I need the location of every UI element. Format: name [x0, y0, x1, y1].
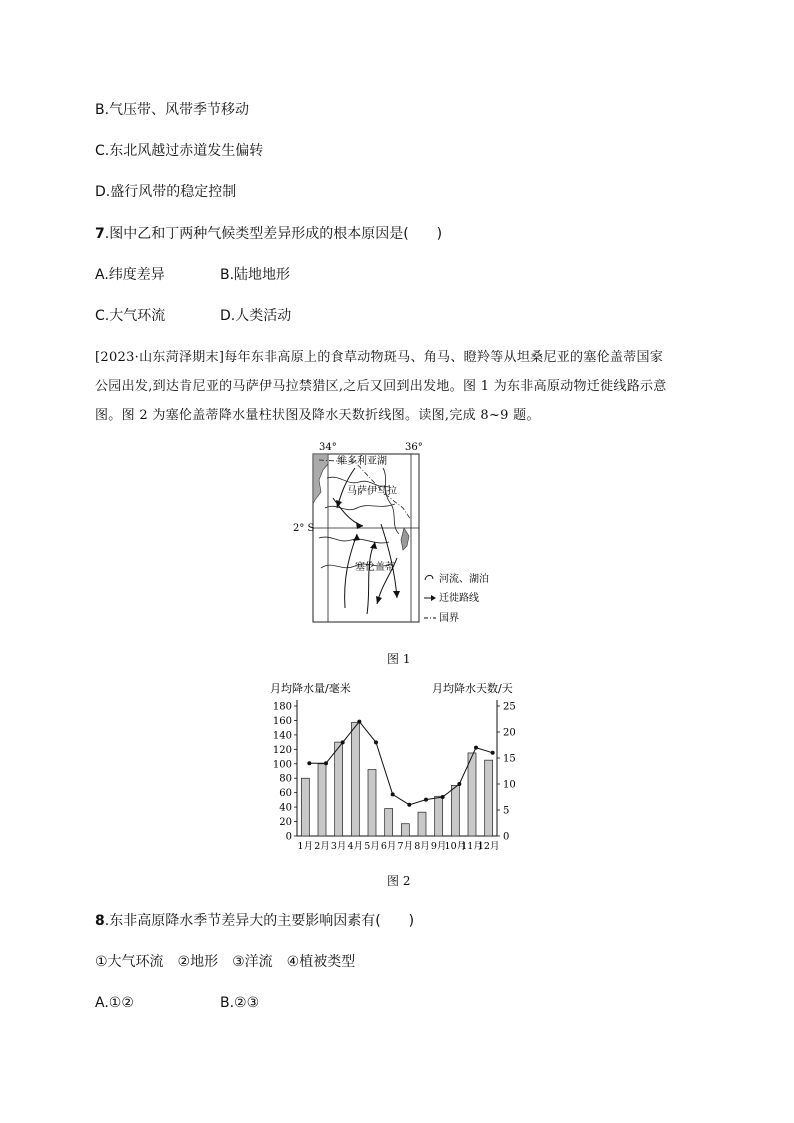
- legend-border-label: 国界: [439, 613, 459, 624]
- y-left-tick-label: 60: [279, 788, 292, 800]
- y-right-tick-label: 10: [503, 779, 516, 791]
- y-left-tick-label: 140: [272, 730, 292, 742]
- material-line-1: [2023·山东菏泽期末]每年东非高原上的食草动物斑马、角马、瞪羚等从坦桑尼亚的塞伦盖蒂国家: [95, 350, 664, 365]
- rain-days-point-2月: [324, 761, 328, 765]
- bar-3月: [335, 742, 343, 836]
- bar-12月: [485, 760, 493, 836]
- route-5-arrow: [376, 596, 382, 604]
- rain-days-point-6月: [391, 792, 395, 796]
- river-5: [383, 468, 399, 534]
- y-right-axis-title: 月均降水天数/天: [432, 682, 513, 695]
- route-3-arrow: [393, 591, 400, 598]
- x-tick-label: 1月: [297, 841, 314, 852]
- river-2: [325, 504, 395, 510]
- bar-7月: [401, 824, 409, 836]
- route-1-arrow: [353, 534, 360, 541]
- legend-route-arrow-icon: [431, 595, 436, 601]
- bar-2月: [318, 764, 326, 836]
- rain-days-point-3月: [341, 740, 345, 744]
- y-right-tick-label: 0: [503, 831, 510, 843]
- y-left-tick-label: 80: [279, 773, 292, 785]
- y-left-axis-title: 月均降水量/毫米: [270, 682, 351, 695]
- figure-2-caption: 图 2: [387, 874, 411, 888]
- x-tick-label: 3月: [330, 841, 347, 852]
- legend-route-label: 迁徙路线: [439, 593, 479, 604]
- bar-10月: [451, 785, 459, 836]
- route-2-arrow: [370, 542, 377, 549]
- option-q7-c: C.大气环流: [95, 308, 166, 324]
- bar-4月: [351, 723, 359, 836]
- x-tick-label: 6月: [380, 841, 397, 852]
- x-tick-label: 11月: [461, 841, 483, 852]
- bar-5月: [368, 770, 376, 836]
- legend-river-label: 河流、湖泊: [439, 574, 489, 585]
- rain-days-point-5月: [374, 740, 378, 744]
- route-2: [367, 542, 375, 614]
- y-right-tick-label: 25: [503, 701, 516, 713]
- y-left-tick-label: 100: [272, 759, 292, 771]
- migration-map: [285, 438, 525, 628]
- y-left-tick-label: 20: [279, 817, 292, 829]
- question-7-stem: [95, 225, 442, 243]
- lake-label: 维多利亚湖: [337, 456, 387, 467]
- place-serengeti: 塞伦盖蒂: [355, 562, 395, 573]
- lon-36-label: 36°: [405, 442, 423, 453]
- lake-victoria-shape: [313, 454, 328, 504]
- question-8-stem: [95, 912, 414, 930]
- x-tick-label: 9月: [430, 841, 447, 852]
- bar-1月: [301, 778, 309, 836]
- question-8-choices: ①大气环流 ②地形 ③洋流 ④植被类型: [95, 954, 356, 970]
- bar-11月: [468, 753, 476, 836]
- rainfall-chart: [260, 678, 530, 860]
- rain-days-point-11月: [474, 746, 478, 750]
- y-left-tick-label: 120: [272, 744, 292, 756]
- lake-small-shape: [401, 528, 409, 550]
- option-q6-d: D.盛行风带的稳定控制: [95, 184, 237, 200]
- place-masai-mara: 马萨伊马拉: [347, 486, 397, 497]
- rain-days-point-4月: [357, 720, 361, 724]
- bar-6月: [385, 809, 393, 836]
- rain-days-point-7月: [407, 803, 411, 807]
- x-tick-label: 10月: [444, 841, 467, 852]
- option-q6-c: C.东北风越过赤道发生偏转: [95, 143, 264, 159]
- material-line-2: 公园出发,到达肯尼亚的马萨伊马拉禁猎区,之后又回到出发地。图 1 为东非高原动物迁徙线路示意: [95, 379, 667, 394]
- x-tick-label: 12月: [477, 841, 500, 852]
- y-left-tick-label: 160: [272, 715, 292, 727]
- option-q6-b: B.气压带、风带季节移动: [95, 102, 250, 118]
- option-q7-b: B.陆地地形: [220, 267, 291, 283]
- x-tick-label: 5月: [364, 841, 380, 852]
- x-tick-label: 2月: [314, 841, 330, 852]
- material-paragraph: [95, 343, 710, 430]
- option-q7-d: D.人类活动: [220, 308, 292, 324]
- y-left-tick-label: 40: [279, 802, 292, 814]
- question-7-text: .图中乙和丁两种气候类型差异形成的根本原因是( ): [104, 226, 443, 242]
- bar-8月: [418, 812, 426, 836]
- rain-days-point-8月: [424, 798, 428, 802]
- y-right-tick-label: 20: [503, 727, 516, 739]
- y-left-tick-label: 0: [285, 831, 292, 843]
- question-8-number: 8: [95, 913, 105, 929]
- legend-river-icon: [425, 575, 433, 580]
- figure-1-caption: 图 1: [387, 652, 411, 666]
- bar-9月: [435, 796, 443, 836]
- lon-34-label: 34°: [319, 442, 337, 453]
- rain-days-point-9月: [441, 795, 445, 799]
- question-7-number: 7: [95, 226, 105, 242]
- rain-days-point-12月: [491, 751, 495, 755]
- y-right-tick-label: 5: [503, 805, 510, 817]
- option-q7-a: A.纬度差异: [95, 267, 165, 283]
- rain-days-point-10月: [457, 782, 461, 786]
- x-tick-label: 4月: [347, 841, 364, 852]
- material-line-3: 图。图 2 为塞伦盖蒂降水量柱状图及降水天数折线图。读图,完成 8~9 题。: [95, 408, 540, 423]
- lat-2s-label: 2° S: [293, 523, 315, 534]
- rain-days-point-1月: [307, 761, 311, 765]
- question-8-text: .东非高原降水季节差异大的主要影响因素有( ): [104, 913, 415, 929]
- y-right-tick-label: 15: [503, 753, 516, 765]
- option-q8-b: B.②③: [220, 995, 260, 1011]
- y-left-tick-label: 180: [272, 701, 292, 713]
- x-tick-label: 7月: [397, 841, 414, 852]
- x-tick-label: 8月: [414, 841, 430, 852]
- option-q8-a: A.①②: [95, 995, 134, 1011]
